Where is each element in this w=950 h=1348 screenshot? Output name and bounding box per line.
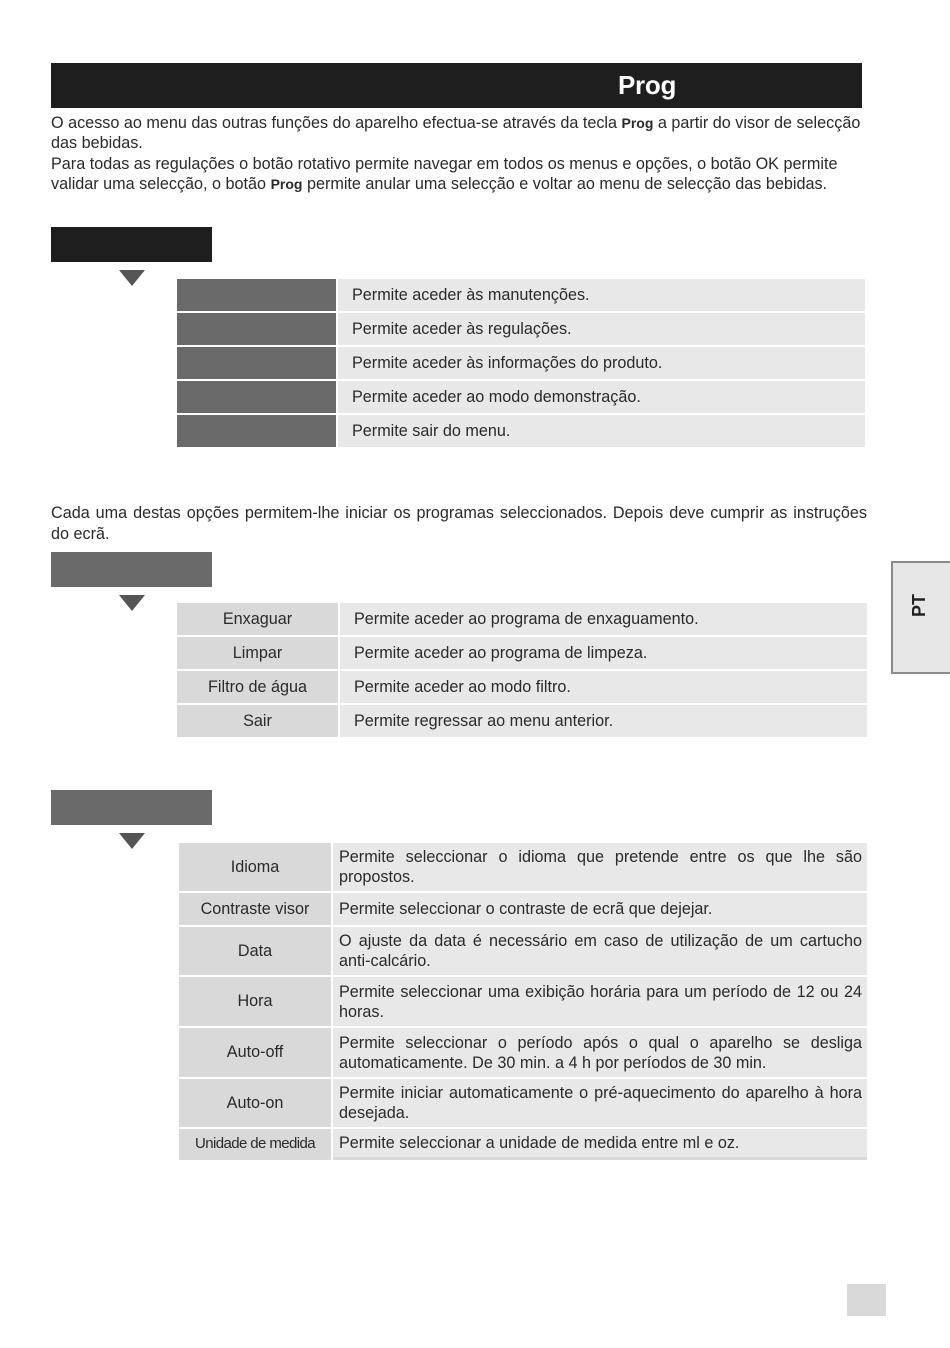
table-row — [179, 843, 867, 891]
menu-desc-cell: Permite aceder às regulações. — [338, 313, 865, 345]
menu-desc-cell: Permite sair do menu. — [338, 415, 865, 447]
settings-desc-cell: Permite seleccionar uma exibição horária para um período de 12 ou 24 horas. — [333, 977, 867, 1026]
section-bar-menu — [51, 227, 212, 262]
maintenance-label-cell: Enxaguar — [177, 603, 338, 635]
maintenance-desc-cell: Permite aceder ao programa de limpeza. — [340, 637, 867, 669]
arrow-down-icon — [119, 595, 145, 611]
table-row — [177, 705, 867, 737]
intro-text-2b: permite anular uma selecção e voltar ao menu de selecção das bebidas. — [302, 174, 828, 193]
maintenance-desc-cell: Permite regressar ao menu anterior. — [340, 705, 867, 737]
table-row — [179, 893, 867, 925]
table-row — [177, 671, 867, 703]
settings-desc-cell: Permite iniciar automaticamente o pré-aquecimento do aparelho à hora desejada. — [333, 1079, 867, 1127]
menu-label-cell — [177, 381, 336, 413]
settings-label-cell: Hora — [179, 977, 331, 1026]
language-tab-label: PT — [909, 593, 929, 617]
arrow-down-icon — [119, 833, 145, 849]
settings-label-cell: Contraste visor — [179, 893, 331, 925]
settings-label-cell: Auto-on — [179, 1079, 331, 1127]
intro-paragraph-2 — [51, 154, 867, 195]
intro-text — [51, 113, 867, 194]
intro-paragraph-1 — [51, 113, 867, 154]
maintenance-desc-cell: Permite aceder ao programa de enxaguamento. — [340, 603, 867, 635]
settings-desc-cell: Permite seleccionar a unidade de medida entre ml e oz. — [333, 1129, 867, 1160]
menu-label-cell — [177, 279, 336, 311]
title-bar — [51, 63, 862, 108]
maintenance-label-cell: Sair — [177, 705, 338, 737]
settings-label-cell: Idioma — [179, 843, 331, 891]
intro-text-1b: a partir do visor de selecção das bebidas. — [51, 114, 861, 153]
table-row — [177, 637, 867, 669]
settings-label-cell: Auto-off — [179, 1028, 331, 1077]
maintenance-desc-cell: Permite aceder ao modo filtro. — [340, 671, 867, 703]
menu-label-cell — [177, 347, 336, 379]
table-row — [177, 603, 867, 635]
intro-text-1a: O acesso ao menu das outras funções do aparelho efectua-se através da tecla — [51, 114, 622, 132]
table-row — [177, 279, 865, 311]
section-bar-settings — [51, 790, 212, 825]
table-row — [177, 415, 865, 447]
settings-desc-cell: Permite seleccionar o contraste de ecrã que dejejar. — [333, 893, 867, 925]
menu-table — [175, 277, 867, 449]
settings-label-cell: Data — [179, 927, 331, 975]
settings-label-cell: Unidade de medida — [179, 1129, 331, 1160]
menu-label-cell — [177, 313, 336, 345]
language-tab — [891, 561, 950, 674]
table-row — [177, 381, 865, 413]
prog-key-label: Prog — [621, 115, 654, 131]
settings-table — [177, 841, 869, 1162]
maintenance-label-cell: Limpar — [177, 637, 338, 669]
arrow-down-icon — [119, 270, 145, 286]
table-row — [179, 1079, 867, 1127]
menu-desc-cell: Permite aceder às informações do produto. — [338, 347, 865, 379]
prog-key-label: Prog — [270, 175, 303, 192]
table-row — [179, 1129, 867, 1160]
page-title: Prog — [618, 70, 677, 100]
settings-desc-cell: Permite seleccionar o período após o qual o aparelho se desliga automaticamente. De 30 min. a 4 h por períodos de 30 min. — [333, 1028, 867, 1077]
section-bar-maintenance — [51, 552, 212, 587]
table-row — [177, 313, 865, 345]
menu-desc-cell: Permite aceder ao modo demonstração. — [338, 381, 865, 413]
maintenance-label-cell: Filtro de água — [177, 671, 338, 703]
maintenance-intro: Cada uma destas opções permitem-lhe iniciar os programas seleccionados. Depois deve cumprir as instruções do ecrã. — [51, 504, 867, 543]
menu-label-cell — [177, 415, 336, 447]
settings-desc-cell: O ajuste da data é necessário em caso de utilização de um cartucho anti-calcário. — [333, 927, 867, 975]
table-row — [179, 1028, 867, 1077]
menu-desc-cell: Permite aceder às manutenções. — [338, 279, 865, 311]
page-number-box — [847, 1284, 886, 1316]
maintenance-table — [175, 601, 869, 739]
table-row — [179, 977, 867, 1026]
settings-desc-cell: Permite seleccionar o idioma que pretende entre os que lhe são propostos. — [333, 843, 867, 891]
intro-text-2a: Para todas as regulações o botão rotativo permite navegar em todos os menus e opções, o botão OK permite validar uma selecção, o botão — [51, 154, 838, 193]
table-row — [179, 927, 867, 975]
table-row — [177, 347, 865, 379]
